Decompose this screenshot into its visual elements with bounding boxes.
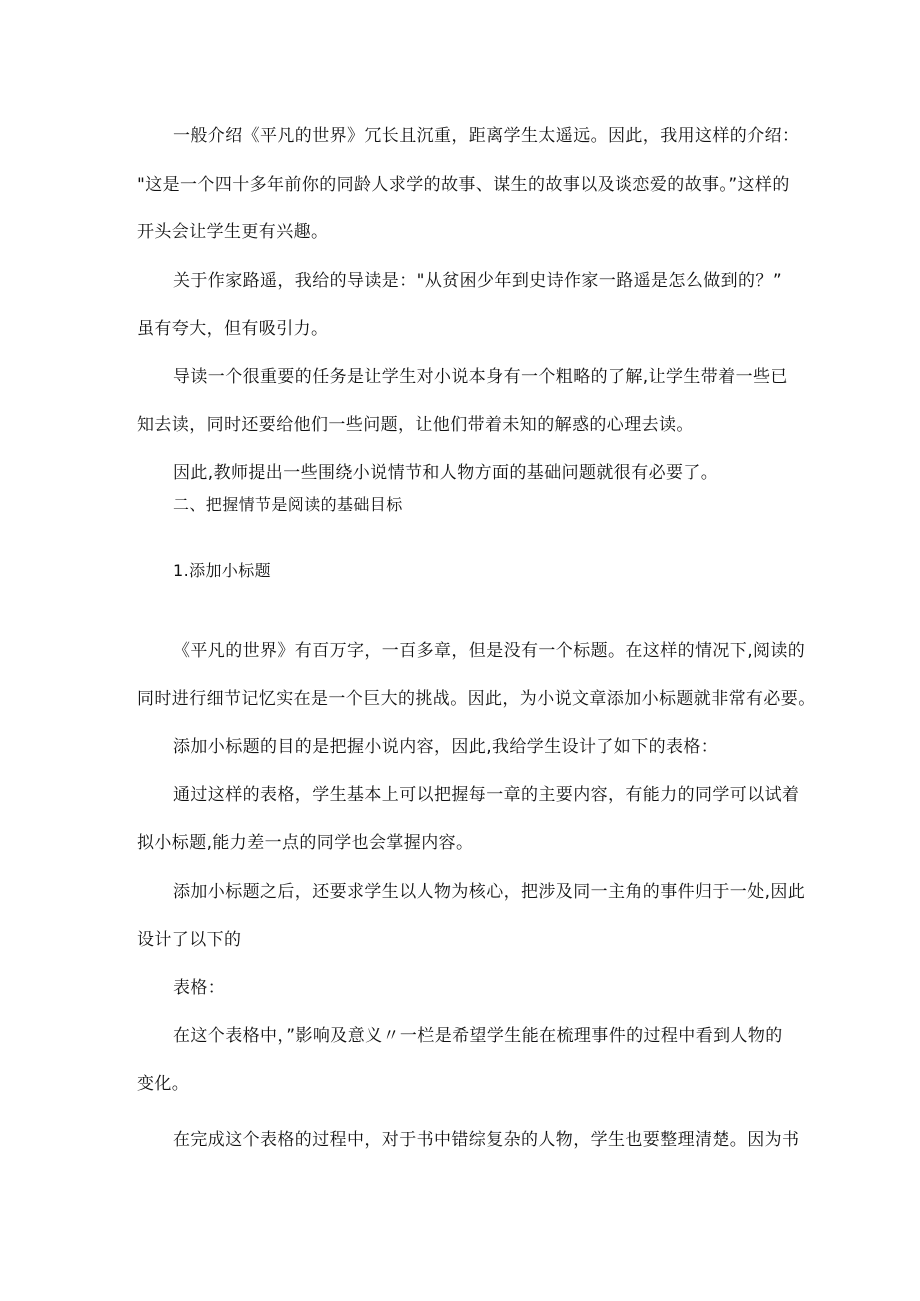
subsection-heading: 1.添加小标题 bbox=[173, 561, 272, 580]
paragraph-line: 《平凡的世界》有百万字，一百多章，但是没有一个标题。在这样的情况下,阅读的 bbox=[173, 641, 806, 661]
paragraph-line: 开头会让学生更有兴趣。 bbox=[137, 222, 329, 242]
paragraph-line: 拟小标题,能力差一点的同学也会掌握内容。 bbox=[137, 833, 474, 853]
paragraph-line: 添加小标题的目的是把握小说内容，因此,我给学生设计了如下的表格： bbox=[173, 737, 719, 757]
paragraph-line: 知去读，同时还要给他们一些问题，让他们带着未知的解惑的心理去读。 bbox=[137, 415, 694, 435]
paragraph-line: 变化。 bbox=[137, 1074, 190, 1094]
section-heading: 二、把握情节是阅读的基础目标 bbox=[173, 495, 403, 514]
paragraph-line: 因此,教师提出一些围绕小说情节和人物方面的基础问题就很有必要了。 bbox=[173, 463, 719, 483]
paragraph-line: 虽有夸大，但有吸引力。 bbox=[137, 319, 329, 339]
paragraph-line: 设计了以下的 bbox=[137, 930, 242, 950]
paragraph-line: 同时进行细节记忆实在是一个巨大的挑战。因此，为小说文章添加小标题就非常有必要。 bbox=[137, 689, 816, 709]
paragraph-line: 导读一个很重要的任务是让学生对小说本身有一个粗略的了解,让学生带着一些已 bbox=[173, 367, 788, 387]
paragraph-line: 通过这样的表格，学生基本上可以把握每一章的主要内容，有能力的同学可以试着 bbox=[173, 785, 800, 805]
paragraph-line: 一般介绍《平凡的世界》冗长且沉重，距离学生太遥远。因此，我用这样的介绍： bbox=[173, 126, 800, 146]
paragraph-line: "这是一个四十多年前你的同龄人求学的故事、谋生的故事以及谈恋爱的故事。”这样的 bbox=[137, 175, 790, 195]
paragraph-line: 在这个表格中，”影响及意义〃一栏是希望学生能在梳理事件的过程中看到人物的 bbox=[173, 1026, 783, 1046]
paragraph-line: 关于作家路遥，我给的导读是："从贫困少年到史诗作家一路遥是怎么做到的？” bbox=[173, 271, 783, 291]
paragraph-line: 表格： bbox=[173, 978, 226, 998]
paragraph-line: 添加小标题之后，还要求学生以人物为核心，把涉及同一主角的事件归于一处,因此 bbox=[173, 882, 806, 902]
paragraph-line: 在完成这个表格的过程中，对于书中错综复杂的人物，学生也要整理清楚。因为书 bbox=[173, 1130, 800, 1150]
